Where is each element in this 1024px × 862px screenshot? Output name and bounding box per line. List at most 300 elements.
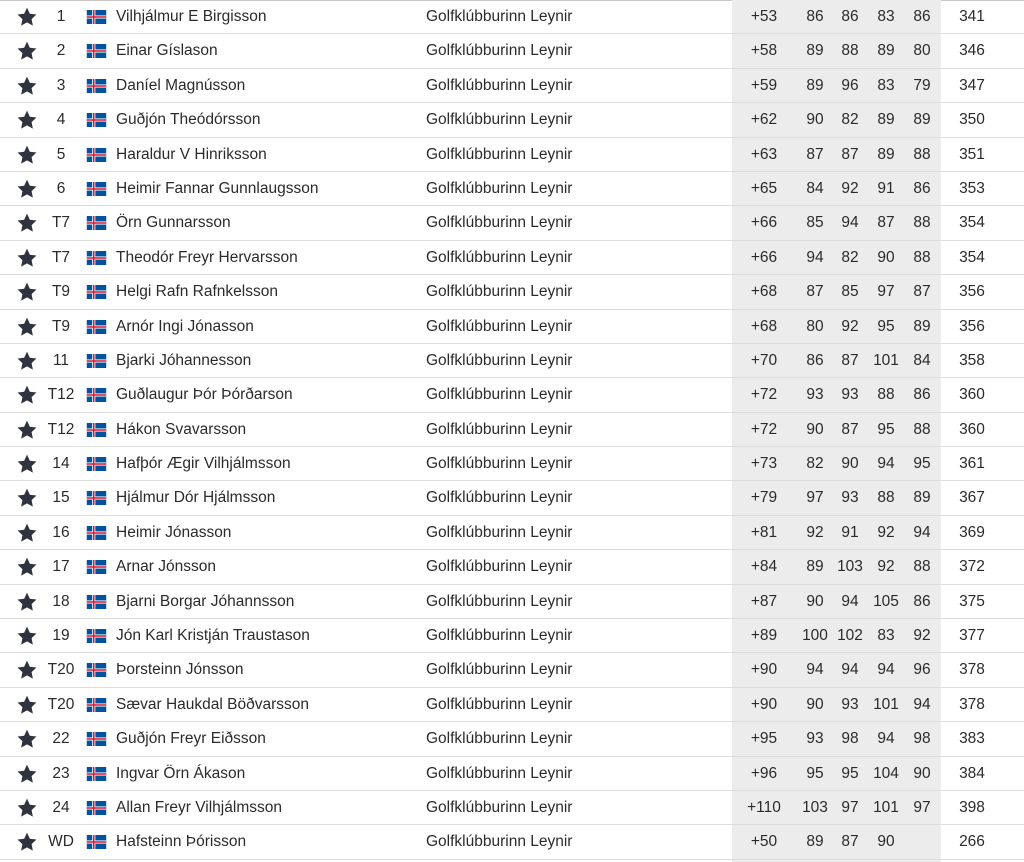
leaderboard-row[interactable]: [0, 206, 1024, 240]
player-name[interactable]: Örn Gunnarsson: [116, 214, 231, 232]
round-3-score: 101: [873, 695, 899, 713]
total-score: 398: [959, 798, 985, 816]
score-to-par: +96: [750, 764, 778, 782]
round-4-score: 96: [913, 661, 931, 679]
position: T12: [47, 420, 75, 438]
club-name: Golfklúbburinn Leynir: [426, 111, 573, 129]
total-score: 356: [959, 317, 985, 335]
round-2-score: 93: [841, 386, 859, 404]
total-score: 360: [959, 386, 985, 404]
score-to-par: +66: [750, 214, 778, 232]
score-to-par: +70: [750, 351, 778, 369]
position: 18: [52, 592, 70, 610]
star-shape: [18, 76, 37, 94]
score-to-par: +84: [750, 558, 778, 576]
round-1-score: 86: [806, 8, 824, 25]
iceland-flag-icon: [86, 79, 107, 93]
round-1-score: 95: [806, 764, 824, 782]
star-shape: [18, 833, 37, 851]
position: 17: [52, 558, 70, 576]
favorite-star-icon[interactable]: [16, 109, 38, 131]
club-name: Golfklúbburinn Leynir: [426, 730, 573, 748]
round-2-score: 93: [841, 489, 859, 507]
player-name[interactable]: Haraldur V Hinriksson: [116, 145, 267, 163]
club-name: Golfklúbburinn Leynir: [426, 283, 573, 301]
club-name: Golfklúbburinn Leynir: [426, 214, 573, 232]
total-score: 346: [959, 42, 985, 60]
round-3-score: 88: [877, 386, 895, 404]
iceland-flag-icon: [86, 148, 107, 162]
club-name: Golfklúbburinn Leynir: [426, 386, 573, 404]
round-4-score: 86: [913, 386, 931, 404]
round-4-score: 80: [913, 42, 931, 60]
favorite-star-icon[interactable]: [16, 247, 38, 269]
favorite-star-icon[interactable]: [16, 797, 38, 819]
iceland-flag-icon: [86, 320, 107, 334]
star-shape: [18, 8, 37, 26]
leaderboard-row[interactable]: [0, 275, 1024, 309]
position: 16: [52, 523, 70, 541]
leaderboard-row[interactable]: [0, 34, 1024, 68]
score-to-par: +79: [750, 489, 778, 507]
score-to-par: +66: [750, 248, 778, 266]
favorite-star-icon[interactable]: [16, 6, 38, 28]
round-4-score: 88: [913, 214, 931, 232]
score-to-par: +89: [750, 627, 778, 645]
star-shape: [18, 111, 37, 129]
round-2-score: 88: [841, 42, 859, 60]
score-to-par: +90: [750, 695, 778, 713]
score-to-par: +72: [750, 420, 778, 438]
position: T20: [47, 695, 75, 713]
score-to-par: +59: [750, 76, 778, 94]
round-3-score: 94: [877, 455, 895, 473]
round-3-score: 101: [873, 798, 899, 816]
position: 4: [56, 111, 66, 129]
player-name[interactable]: Heimir Jónasson: [116, 523, 232, 541]
star-shape: [18, 489, 37, 507]
favorite-star-icon[interactable]: [16, 178, 38, 200]
total-score: 361: [959, 455, 985, 473]
star-shape: [18, 248, 37, 266]
favorite-star-icon[interactable]: [16, 763, 38, 785]
round-3-score: 92: [877, 523, 895, 541]
round-3-score: 94: [877, 730, 895, 748]
star-shape: [18, 558, 37, 576]
favorite-star-icon[interactable]: [16, 556, 38, 578]
club-name: Golfklúbburinn Leynir: [426, 523, 573, 541]
round-3-score: 101: [873, 351, 899, 369]
round-2-score: 87: [841, 351, 859, 369]
total-score: 375: [959, 592, 985, 610]
round-3-score: 94: [877, 661, 895, 679]
round-3-score: 104: [873, 764, 899, 782]
leaderboard-row[interactable]: [0, 516, 1024, 550]
position: 3: [56, 76, 66, 94]
total-score: 356: [959, 283, 985, 301]
round-2-score: 90: [841, 455, 859, 473]
favorite-star-icon[interactable]: [16, 281, 38, 303]
round-4-score: 88: [913, 558, 931, 576]
leaderboard-row[interactable]: [0, 241, 1024, 275]
round-4-score: 86: [913, 8, 931, 25]
leaderboard-row[interactable]: [0, 757, 1024, 791]
round-4-score: 92: [913, 627, 931, 645]
club-name: Golfklúbburinn Leynir: [426, 455, 573, 473]
favorite-star-icon[interactable]: [16, 144, 38, 166]
club-name: Golfklúbburinn Leynir: [426, 627, 573, 645]
player-name[interactable]: Guðjón Theódórsson: [116, 111, 261, 129]
favorite-star-icon[interactable]: [16, 487, 38, 509]
leaderboard-row[interactable]: [0, 791, 1024, 825]
round-1-score: 89: [806, 76, 824, 94]
position: T7: [51, 214, 71, 232]
position: 23: [52, 764, 70, 782]
round-4-score: 84: [913, 351, 931, 369]
round-2-score: 92: [841, 317, 859, 335]
iceland-flag-icon: [86, 251, 107, 265]
round-2-score: 103: [837, 558, 863, 576]
favorite-star-icon[interactable]: [16, 316, 38, 338]
club-name: Golfklúbburinn Leynir: [426, 661, 573, 679]
round-2-score: 87: [841, 420, 859, 438]
round-1-score: 86: [806, 351, 824, 369]
star-shape: [18, 730, 37, 748]
club-name: Golfklúbburinn Leynir: [426, 248, 573, 266]
player-name[interactable]: Bjarki Jóhannesson: [116, 351, 252, 369]
iceland-flag-icon: [86, 801, 107, 815]
star-shape: [18, 42, 37, 60]
star-shape: [18, 661, 37, 679]
round-2-score: 94: [841, 661, 859, 679]
club-name: Golfklúbburinn Leynir: [426, 42, 573, 60]
iceland-flag-icon: [86, 526, 107, 540]
round-3-score: 89: [877, 145, 895, 163]
round-3-score: 90: [877, 833, 895, 851]
leaderboard-row[interactable]: [0, 378, 1024, 412]
round-2-score: 94: [841, 214, 859, 232]
star-shape: [18, 352, 37, 370]
iceland-flag-icon: [86, 216, 107, 230]
score-to-par: +68: [750, 283, 778, 301]
club-name: Golfklúbburinn Leynir: [426, 764, 573, 782]
player-name[interactable]: Heimir Fannar Gunnlaugsson: [116, 179, 319, 197]
round-1-score: 82: [806, 455, 824, 473]
player-name[interactable]: Arnar Jónsson: [116, 558, 216, 576]
club-name: Golfklúbburinn Leynir: [426, 592, 573, 610]
iceland-flag-icon: [86, 560, 107, 574]
score-to-par: +110: [747, 798, 781, 816]
total-score: 384: [959, 764, 985, 782]
round-4-score: 88: [913, 420, 931, 438]
leaderboard-row[interactable]: [0, 722, 1024, 756]
round-3-score: 105: [873, 592, 899, 610]
round-3-score: 89: [877, 42, 895, 60]
round-1-score: 94: [806, 661, 824, 679]
round-4-score: 98: [913, 730, 931, 748]
round-2-score: 93: [841, 695, 859, 713]
score-to-par: +58: [750, 42, 778, 60]
iceland-flag-icon: [86, 491, 107, 505]
iceland-flag-icon: [86, 835, 107, 849]
favorite-star-icon[interactable]: [16, 75, 38, 97]
total-score: 383: [959, 730, 985, 748]
round-3-score: 87: [877, 214, 895, 232]
player-name[interactable]: Hákon Svavarsson: [116, 420, 247, 438]
iceland-flag-icon: [86, 698, 107, 712]
round-3-score: 83: [877, 627, 895, 645]
leaderboard-row[interactable]: [0, 0, 1024, 34]
round-1-score: 90: [806, 111, 824, 129]
star-shape: [18, 799, 37, 817]
star-shape: [18, 420, 37, 438]
total-score: 353: [959, 179, 985, 197]
favorite-star-icon[interactable]: [16, 591, 38, 613]
round-1-score: 93: [806, 730, 824, 748]
club-name: Golfklúbburinn Leynir: [426, 558, 573, 576]
position: 11: [52, 351, 70, 369]
round-2-score: 85: [841, 283, 859, 301]
club-name: Golfklúbburinn Leynir: [426, 145, 573, 163]
iceland-flag-icon: [86, 767, 107, 781]
total-score: 354: [959, 248, 985, 266]
round-2-score: 87: [841, 833, 859, 851]
favorite-star-icon[interactable]: [16, 212, 38, 234]
club-name: Golfklúbburinn Leynir: [426, 833, 573, 851]
player-name[interactable]: Daníel Magnússon: [116, 76, 246, 94]
club-name: Golfklúbburinn Leynir: [426, 351, 573, 369]
score-to-par: +65: [750, 179, 778, 197]
round-1-score: 94: [806, 248, 824, 266]
leaderboard-row[interactable]: [0, 447, 1024, 481]
iceland-flag-icon: [86, 629, 107, 643]
position: 22: [52, 730, 70, 748]
leaderboard-row[interactable]: [0, 344, 1024, 378]
round-4-score: 87: [913, 283, 931, 301]
round-2-score: 96: [841, 76, 859, 94]
round-2-score: 97: [841, 798, 859, 816]
round-2-score: 92: [841, 179, 859, 197]
total-score: 377: [959, 627, 985, 645]
player-name[interactable]: Vilhjálmur E Birgisson: [116, 8, 267, 25]
score-to-par: +95: [750, 730, 778, 748]
star-shape: [18, 592, 37, 610]
position: 5: [56, 145, 66, 163]
round-3-score: 83: [877, 76, 895, 94]
leaderboard-row[interactable]: [0, 688, 1024, 722]
round-1-score: 87: [806, 145, 824, 163]
total-score: 341: [959, 8, 985, 25]
player-name[interactable]: Þorsteinn Jónsson: [116, 661, 244, 679]
round-3-score: 92: [877, 558, 895, 576]
total-score: 266: [959, 833, 985, 851]
star-shape: [18, 524, 37, 542]
position: 14: [52, 455, 70, 473]
player-name[interactable]: Sævar Haukdal Böðvarsson: [116, 695, 309, 713]
score-to-par: +68: [750, 317, 778, 335]
leaderboard-row[interactable]: [0, 619, 1024, 653]
player-name[interactable]: Guðlaugur Þór Þórðarson: [116, 386, 293, 404]
leaderboard-row[interactable]: [0, 585, 1024, 619]
star-shape: [18, 455, 37, 473]
total-score: 378: [959, 695, 985, 713]
player-name[interactable]: Theodór Freyr Hervarsson: [116, 248, 298, 266]
round-1-score: 89: [806, 558, 824, 576]
round-2-score: 86: [841, 8, 859, 25]
total-score: 358: [959, 351, 985, 369]
iceland-flag-icon: [86, 423, 107, 437]
leaderboard-row[interactable]: [0, 103, 1024, 137]
favorite-star-icon[interactable]: [16, 625, 38, 647]
club-name: Golfklúbburinn Leynir: [426, 317, 573, 335]
favorite-star-icon[interactable]: [16, 831, 38, 853]
club-name: Golfklúbburinn Leynir: [426, 798, 573, 816]
iceland-flag-icon: [86, 10, 107, 24]
round-4-score: 86: [913, 179, 931, 197]
score-to-par: +63: [750, 145, 778, 163]
leaderboard-row[interactable]: [0, 550, 1024, 584]
iceland-flag-icon: [86, 388, 107, 402]
leaderboard-row[interactable]: [0, 310, 1024, 344]
player-name[interactable]: Hafþór Ægir Vilhjálmsson: [116, 455, 291, 473]
iceland-flag-icon: [86, 354, 107, 368]
club-name: Golfklúbburinn Leynir: [426, 76, 573, 94]
iceland-flag-icon: [86, 663, 107, 677]
star-shape: [18, 386, 37, 404]
player-name[interactable]: Bjarni Borgar Jóhannsson: [116, 592, 295, 610]
star-shape: [18, 180, 37, 198]
position: T12: [47, 386, 75, 404]
total-score: 360: [959, 420, 985, 438]
round-2-score: 102: [837, 627, 863, 645]
round-4-score: 89: [913, 317, 931, 335]
round-3-score: 88: [877, 489, 895, 507]
round-4-score: 86: [913, 592, 931, 610]
position: 1: [56, 8, 66, 25]
iceland-flag-icon: [86, 113, 107, 127]
total-score: 347: [959, 76, 985, 94]
round-1-score: 90: [806, 420, 824, 438]
round-3-score: 95: [877, 420, 895, 438]
favorite-star-icon[interactable]: [16, 384, 38, 406]
position: WD: [48, 833, 74, 851]
favorite-star-icon[interactable]: [16, 453, 38, 475]
iceland-flag-icon: [86, 732, 107, 746]
player-name[interactable]: Hafsteinn Þórisson: [116, 833, 247, 851]
favorite-star-icon[interactable]: [16, 659, 38, 681]
player-name[interactable]: Jón Karl Kristján Traustason: [116, 627, 310, 645]
favorite-star-icon[interactable]: [16, 522, 38, 544]
player-name[interactable]: Ingvar Örn Ákason: [116, 764, 246, 782]
round-4-score: 89: [913, 111, 931, 129]
round-4-score: 90: [913, 764, 931, 782]
position: 6: [56, 179, 66, 197]
favorite-star-icon[interactable]: [16, 40, 38, 62]
round-1-score: 85: [806, 214, 824, 232]
leaderboard-row[interactable]: [0, 825, 1024, 859]
round-3-score: 89: [877, 111, 895, 129]
round-2-score: 82: [841, 248, 859, 266]
favorite-star-icon[interactable]: [16, 350, 38, 372]
leaderboard-row[interactable]: [0, 69, 1024, 103]
round-1-score: 97: [806, 489, 824, 507]
round-4-score: 79: [913, 76, 931, 94]
iceland-flag-icon: [86, 182, 107, 196]
round-3-score: 83: [877, 8, 895, 25]
total-score: 350: [959, 111, 985, 129]
position: T7: [51, 248, 71, 266]
total-score: 378: [959, 661, 985, 679]
leaderboard-row[interactable]: [0, 481, 1024, 515]
score-to-par: +53: [750, 8, 778, 25]
total-score: 369: [959, 523, 985, 541]
score-to-par: +50: [750, 833, 778, 851]
player-name[interactable]: Arnór Ingi Jónasson: [116, 317, 254, 335]
round-1-score: 90: [806, 695, 824, 713]
round-1-score: 84: [806, 179, 824, 197]
favorite-star-icon[interactable]: [16, 728, 38, 750]
star-shape: [18, 627, 37, 645]
score-to-par: +73: [750, 455, 778, 473]
position: T9: [51, 283, 71, 301]
leaderboard-row[interactable]: [0, 172, 1024, 206]
club-name: Golfklúbburinn Leynir: [426, 420, 573, 438]
player-name[interactable]: Helgi Rafn Rafnkelsson: [116, 283, 278, 301]
favorite-star-icon[interactable]: [16, 419, 38, 441]
total-score: 372: [959, 558, 985, 576]
iceland-flag-icon: [86, 595, 107, 609]
star-shape: [18, 145, 37, 163]
score-to-par: +62: [750, 111, 778, 129]
player-name[interactable]: Guðjón Freyr Eiðsson: [116, 730, 266, 748]
round-3-score: 91: [877, 179, 895, 197]
player-name[interactable]: Einar Gíslason: [116, 42, 218, 60]
leaderboard-row[interactable]: [0, 653, 1024, 687]
club-name: Golfklúbburinn Leynir: [426, 695, 573, 713]
total-score: 351: [959, 145, 985, 163]
round-1-score: 100: [802, 627, 828, 645]
club-name: Golfklúbburinn Leynir: [426, 489, 573, 507]
player-name[interactable]: Allan Freyr Vilhjálmsson: [116, 798, 282, 816]
round-1-score: 89: [806, 42, 824, 60]
favorite-star-icon[interactable]: [16, 694, 38, 716]
star-shape: [18, 695, 37, 713]
score-to-par: +87: [750, 592, 778, 610]
position: 2: [56, 42, 66, 60]
round-4-score: 94: [913, 523, 931, 541]
round-4-score: 95: [913, 455, 931, 473]
star-shape: [18, 283, 37, 301]
player-name[interactable]: Hjálmur Dór Hjálmsson: [116, 489, 276, 507]
round-4-score: 94: [913, 695, 931, 713]
round-3-score: 90: [877, 248, 895, 266]
round-1-score: 90: [806, 592, 824, 610]
round-1-score: 103: [802, 798, 828, 816]
leaderboard-row[interactable]: [0, 138, 1024, 172]
star-shape: [18, 214, 37, 232]
round-4-score: 88: [913, 145, 931, 163]
score-to-par: +81: [750, 523, 778, 541]
star-shape: [18, 764, 37, 782]
star-shape: [18, 317, 37, 335]
club-name: Golfklúbburinn Leynir: [426, 179, 573, 197]
position: 24: [52, 798, 70, 816]
round-4-score: 88: [913, 248, 931, 266]
round-3-score: 97: [877, 283, 895, 301]
round-2-score: 82: [841, 111, 859, 129]
iceland-flag-icon: [86, 457, 107, 471]
leaderboard-row[interactable]: [0, 413, 1024, 447]
